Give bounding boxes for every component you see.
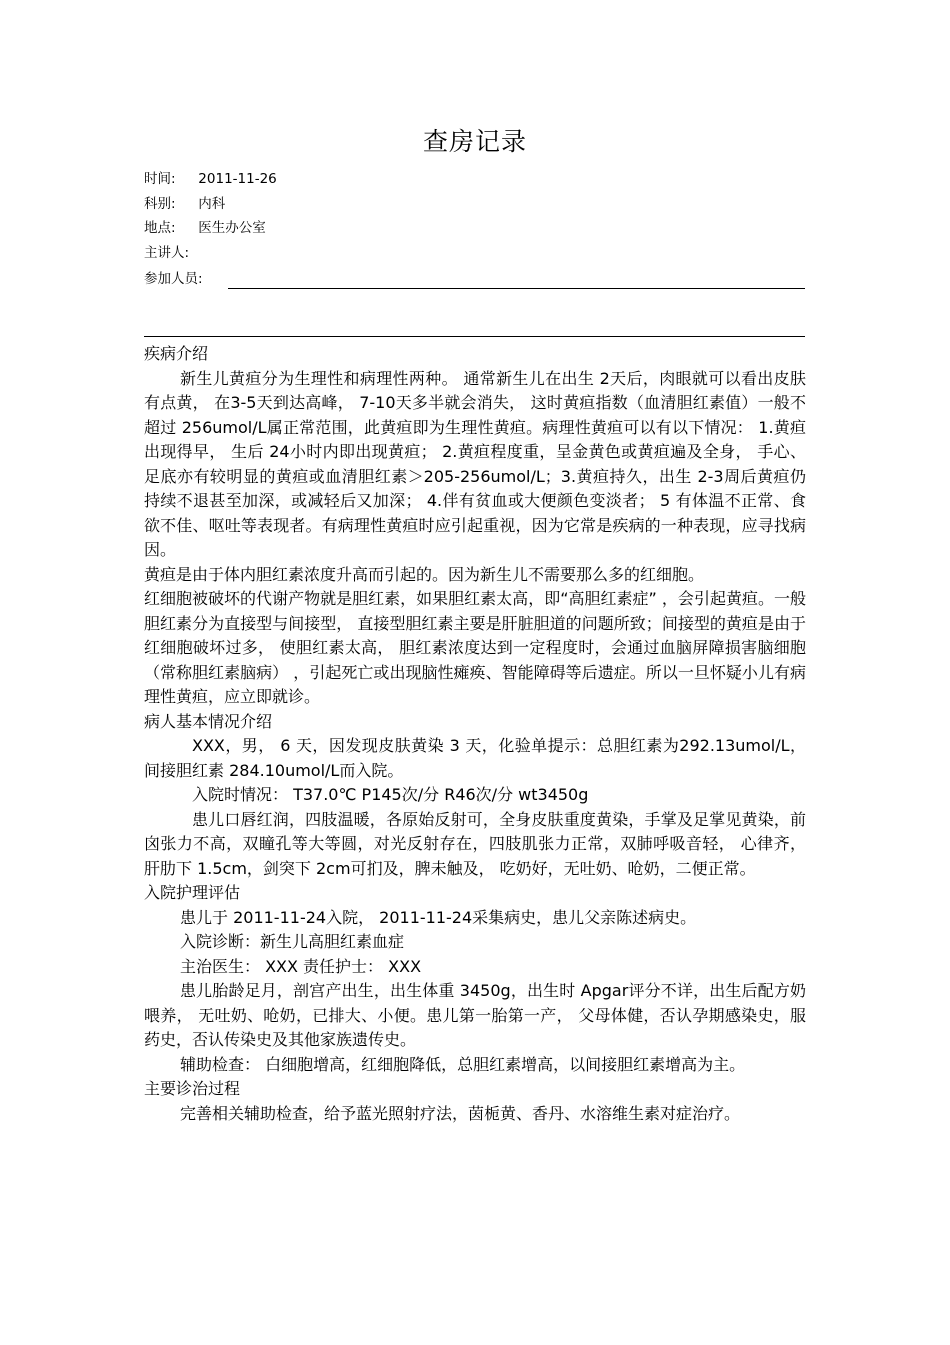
paragraph: 患儿于 2011-11-24入院， 2011-11-24采集病史，患儿父亲陈述病史。 — [180, 907, 697, 927]
section-heading-nursing: 入院护理评估 — [144, 883, 241, 902]
section-heading-disease-intro: 疾病介绍 — [144, 344, 209, 363]
meta-place-value: 医生办公室 — [198, 220, 266, 236]
section-heading-treatment: 主要诊治过程 — [144, 1079, 241, 1098]
document-body — [144, 342, 806, 1126]
meta-department — [144, 194, 225, 214]
section-heading-patient: 病人基本情况介绍 — [144, 711, 273, 731]
paragraph: 患儿胎龄足月，剖宫产出生，出生体重 3450g，出生时 Apgar评分不详，出生后配方奶喂养， 无吐奶、呛奶，已排大、小便。患儿第一胎第一产， 父母体健，否认孕期感染史，服药史，否认传染史及其他家族遗传史。 — [144, 981, 806, 1049]
paragraph: 入院诊断：新生儿高胆红素血症 — [180, 932, 405, 951]
paragraph: 入院时情况： T37.0℃ P145次/分 R46次/分 wt3450g — [192, 785, 589, 804]
meta-place — [144, 218, 266, 238]
meta-time-value: 2011-11-26 — [198, 171, 277, 187]
paragraph: 患儿口唇红润，四肢温暖，各原始反射可，全身皮肤重度黄染，手掌及足掌见黄染，前囟张力不高，双瞳孔等大等圆，对光反射存在，四肢肌张力正常，双肺呼吸音轻， 心律齐， 肝肋下 1.5cm，剑突下 2cm可扪及，脾未触及， 吃奶好，无吐奶、呛奶，二便正常。 — [144, 809, 806, 878]
paragraph: 红细胞被破坏的代谢产物就是胆红素，如果胆红素太高，即“高胆红素症” ，会引起黄疸。一般胆红素分为直接型与间接型， 直接型胆红素主要是肝脏胆道的问题所致；间接型的黄疸是由于红细胞破坏过多， 使胆红素太高， 胆红素浓度达到一定程度时，会通过血脑屏障损害脑细胞（常称胆红素脑病） ，引起死亡或出现脑性瘫痪、智能障碍等后遗症。所以一旦怀疑小儿有病理性黄疸，应立即就诊。 — [144, 589, 806, 706]
paragraph: 完善相关辅助检查，给予蓝光照射疗法，茵栀黄、香丹、水溶维生素对症治疗。 — [180, 1103, 741, 1123]
section-divider — [144, 336, 805, 337]
document-title: 查房记录 — [422, 127, 527, 156]
attendees-underline — [228, 288, 805, 289]
paragraph: 黄疸是由于体内胆红素浓度升高而引起的。因为新生儿不需要那么多的红细胞。 — [144, 564, 705, 584]
meta-place-label: 地点: — [144, 220, 176, 236]
meta-speaker-label: 主讲人: — [144, 245, 190, 261]
meta-attendees-label: 参加人员: — [144, 271, 203, 287]
meta-time-label: 时间: — [144, 171, 176, 187]
meta-department-value: 内科 — [198, 196, 226, 212]
meta-time — [144, 169, 277, 189]
meta-attendees — [144, 269, 203, 289]
paragraph: 主治医生： XXX 责任护士： XXX — [180, 956, 422, 976]
paragraph: 新生儿黄疸分为生理性和病理性两种。 通常新生儿在出生 2天后，肉眼就可以看出皮肤有点黄， 在3-5天到达高峰， 7-10天多半就会消失， 这时黄疸指数（血清胆红素值）一般不超过 256umol/L属正常范围，此黄疸即为生理性黄疸。病理性黄疸可以有以下情况： 1.黄疸出现得早， 生后 24小时内即出现黄疸； 2.黄疸程度重，呈金黄色或黄疸遍及全身， 手心、足底亦有较明显的黄疸或血清胆红素＞205-256umol/L；3.黄疸持久，出生 2-3周后黄疸仍持续不退甚至加深，或减轻后又加深； 4.伴有贫血或大便颜色变淡者； 5 有体温不正常、食欲不佳、呕吐等表现者。有病理性黄疸时应引起重视，因为它常是疾病的一种表现，应寻找病因。 — [144, 368, 806, 559]
paragraph: 辅助检查： 白细胞增高，红细胞降低，总胆红素增高，以间接胆红素增高为主。 — [180, 1054, 746, 1074]
meta-speaker — [144, 243, 194, 263]
paragraph: XXX，男， 6 天，因发现皮肤黄染 3 天，化验单提示：总胆红素为292.13umol/L，间接胆红素 284.10umol/L而入院。 — [144, 736, 806, 780]
meta-department-label: 科别: — [144, 196, 176, 212]
